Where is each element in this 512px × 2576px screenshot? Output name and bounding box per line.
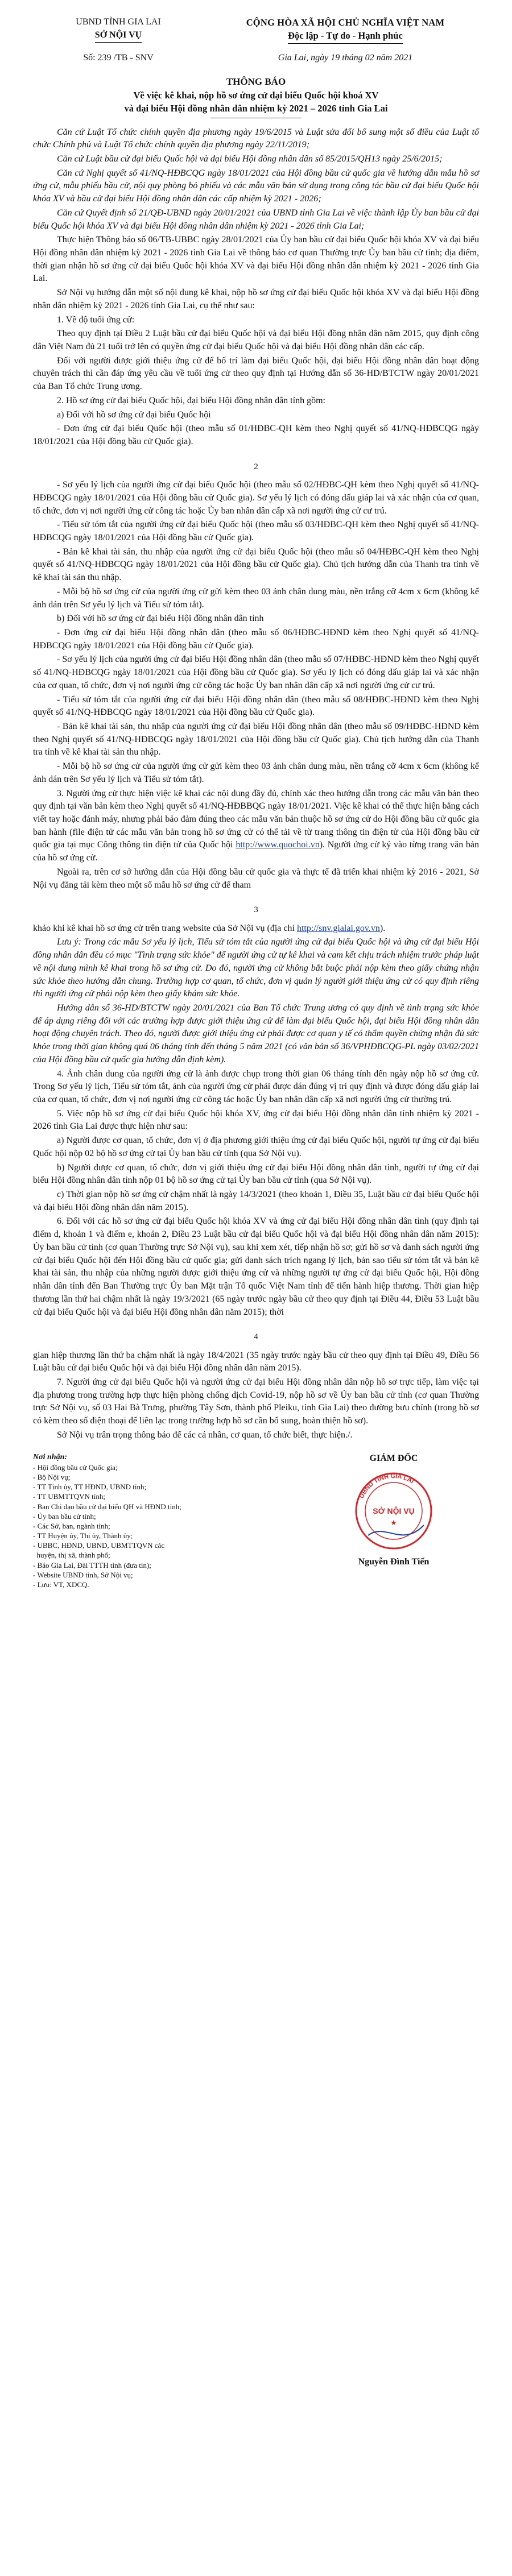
document-type: THÔNG BÁO	[226, 76, 286, 87]
paragraph	[33, 153, 479, 166]
paragraph-text: 3. Người ứng cử thực hiện việc kê khai các nội dung đầy đủ, chính xác theo hướng dẫn trong các mẫu văn bản theo quy định tại văn bản kèm theo Nghị quyết số 41/NQ-HĐBBQG ngày 18/01/2021. Việc kê khai có thể thực hiện bằng cách viết tay hoặc đánh máy, nhưng phải bảo đảm đúng theo các mẫu văn bản thuộc hồ sơ ứng cử do Hội đồng bầu cử quốc gia ban hành (file điện tử các mẫu văn bản trong hồ sơ ứng cử có thể tải về từ trang thông tin điện tử của Hội đồng bầu cử quốc gia tại mục Công thông tin điện tử của Quốc hội	[33, 788, 479, 850]
paragraph	[33, 788, 479, 865]
paragraph	[33, 627, 479, 652]
paragraph	[33, 423, 479, 448]
seal-star-icon: ★	[390, 1518, 397, 1527]
paragraph	[33, 355, 479, 394]
page-number-3: 3	[254, 905, 258, 915]
paragraph	[33, 936, 479, 1001]
page-number-4: 4	[254, 1332, 258, 1342]
paragraph-text: - Mỗi bộ hồ sơ ứng cử của người ứng cử gửi kèm theo 03 ảnh chân dung màu, nền trắng cỡ 4cm x 6cm (không kể ảnh dán trên Sơ yếu lý lịch và Tiểu sử tóm tắt).	[33, 761, 479, 784]
paragraph-text: Hướng dẫn số 36-HD/BTCTW ngày 20/01/2021 của Ban Tổ chức Trung ương có quy định về tình trạng sức khỏe để áp dụng riêng đối với các trường hợp được giới thiệu ứng cử để làm đại biểu Quốc hội, đại biểu Hội đồng nhân dân hoạt động chuyên trách. Theo đó, người được giới thiệu ứng cử phải được cơ quan y tế có thẩm quyền chứng nhận đủ sức khỏe trong thời gian không quá 06 tháng tính đến tháng 5 năm 2021 (có văn bản số 36/VPHĐBCQG-PL ngày 03/02/2021 của Hội đồng bầu cử quốc gia hướng dẫn định kèm).	[33, 1003, 479, 1065]
paragraph	[33, 586, 479, 611]
signature-block	[308, 1452, 479, 1590]
paragraph-text: Lưu ý: Trong các mẫu Sơ yếu lý lịch, Tiểu sử tóm tắt của người ứng cử đại biểu Quốc hội và ứng cử đại biểu Hội đồng nhân dân đều có mục "Tình trạng sức khỏe" để người ứng cử tự kê khai và cam kết chịu trách nhiệm trước pháp luật về nội dung mình kê khai trong hồ sơ ứng cử. Do đó, người ứng cử không bắt buộc phải nộp kèm theo giấy chứng nhận sức khỏe theo hướng dẫn chung. Trường hợp cơ quan, tổ chức, đơn vị quản lý người giới thiệu ứng cử có quy định riêng thì người ứng cử phải nộp kèm theo giấy khám sức khỏe.	[33, 937, 479, 999]
recipient-item: - TT Huyện ủy, Thị ủy, Thành ủy;	[33, 1531, 133, 1540]
paragraph	[33, 612, 479, 626]
issuing-authority	[33, 16, 204, 44]
recipient-item: - Website UBND tỉnh, Sở Nội vụ;	[33, 1570, 133, 1579]
paragraph	[33, 1376, 479, 1428]
recipient-item: - Các Sở, ban, ngành tỉnh;	[33, 1521, 110, 1530]
recipient-item: - TT Tỉnh ủy, TT HĐND, UBND tỉnh;	[33, 1482, 147, 1492]
paragraph-text: a) Đối với hồ sơ ứng cử đại biểu Quốc hội	[57, 409, 211, 420]
paragraph	[33, 653, 479, 692]
paragraph	[33, 1349, 479, 1375]
paragraph-text: - Mỗi bộ hồ sơ ứng cử của người ứng cử gửi kèm theo 03 ảnh chân dung màu, nền trắng cỡ 4cm x 6cm (không kể ảnh dán trên Sơ yếu lý lịch và Tiểu sử tóm tắt).	[33, 586, 479, 610]
reference-link[interactable]: http://snv.gialai.gov.vn	[296, 923, 380, 933]
paragraph-text: 1. Về độ tuổi ứng cử:	[57, 314, 135, 325]
paragraph	[33, 1215, 479, 1319]
recipients-list	[33, 1452, 272, 1590]
paragraph-tail: ). Người ứng cử ký vào từng trang văn bản của hồ sơ ứng cử.	[33, 840, 480, 863]
body-section-2	[33, 479, 479, 892]
place-date: Gia Lai, ngày 19 tháng 02 năm 2021	[278, 52, 413, 63]
paragraph-text: - Đơn ứng cử đại biểu Hội đồng nhân dân (theo mẫu số 06/HĐBC-HĐND kèm theo Nghị quyết số 41/NQ-HĐBCQG ngày 18/01/2021 của Hội đồng bầu cử Quốc gia).	[33, 627, 479, 651]
document-meta	[33, 52, 479, 65]
paragraph-text: Thực hiện Thông báo số 06/TB-UBBC ngày 28/01/2021 của Ủy ban bầu cử đại biểu Quốc hội khóa XV và đại biểu Hội đồng nhân dân nhiệm kỳ 2021 - 2026 tỉnh Gia Lai về thông báo cơ quan Thường trực Ủy ban bầu cử tỉnh; địa điểm, thời gian nhận hồ sơ ứng cử đại biểu Quốc hội khóa XV và đại biểu Hội đồng nhân dân nhiệm kỳ 2021 - 2026 tỉnh Gia Lai.	[33, 235, 479, 284]
paragraph	[33, 167, 479, 206]
reference-link[interactable]: http://www.quochoi.vn	[236, 840, 320, 850]
paragraph-text: Căn cứ Quyết định số 21/QĐ-UBND ngày 20/01/2021 của UBND tỉnh Gia Lai về việc thành lập Ủy ban bầu cử đại biểu Quốc hội khóa XV và đại biểu Hội đồng nhân dân nhiệm kỳ 2021 - 2026 tỉnh Gia Lai;	[33, 208, 479, 231]
paragraph-text: Ngoài ra, trên cơ sở hướng dẫn của Hội đồng bầu cử quốc gia và thực tế đã triển khai nhiệm kỳ 2016 - 2021, Sở Nội vụ đăng tải kèm theo một số mẫu hồ sơ ứng cử để tham	[33, 867, 479, 890]
recipient-item: - Báo Gia Lai, Đài TTTH tỉnh (đưa tin);	[33, 1560, 151, 1569]
paragraph	[33, 546, 479, 585]
paragraph-text: 7. Người ứng cử đại biểu Quốc hội và người ứng cử đại biểu Hội đồng nhân dân nộp hồ sơ trực tiếp, làm việc tại địa phương trong trường hợp thực hiện phòng chống dịch Covid-19, nộp hồ sơ về Ủy ban bầu cử tỉnh (cơ quan Thường trực Sở Nội vụ, số 03 Hai Bà Trưng, phường Tây Sơn, thành phố Pleiku, tỉnh Gia Lai) theo đường bưu chính (trong hồ sơ có kèm theo số điện thoại để liên lạc trong trường hợp hồ sơ cần bổ sung, hoàn thiện hồ sơ).	[33, 1377, 479, 1426]
recipient-item: - UBBC, HĐND, UBND, UBMTTQVN các	[33, 1541, 165, 1550]
paragraph	[33, 1134, 479, 1160]
paragraph-text: a) Người được cơ quan, tổ chức, đơn vị ở địa phương giới thiệu ứng cử đại biểu Quốc hội, người tự ứng cử đại biểu Quốc hội nộp 02 bộ hồ sơ ứng cử tại Ủy ban bầu cử tỉnh (qua Sở Nội vụ).	[33, 1136, 479, 1158]
recipient-item: huyện, thị xã, thành phố;	[33, 1551, 110, 1560]
paragraph	[33, 207, 479, 233]
signer-name: Nguyễn Đình Tiến	[358, 1557, 430, 1567]
title-line-2: và đại biểu Hội đồng nhân dân nhiệm kỳ 2021 – 2026 tỉnh Gia Lai	[124, 103, 388, 114]
paragraph	[33, 328, 479, 353]
document-header	[33, 16, 479, 44]
paragraph	[33, 720, 479, 759]
paragraph-text: c) Thời gian nộp hồ sơ ứng cử chậm nhất là ngày 14/3/2021 (theo khoản 1, Điều 35, Luật bầu cử đại biểu Quốc hội và đại biểu Hội đồng nhân dân năm 2015).	[33, 1190, 479, 1212]
nation-motto: Độc lập - Tự do - Hạnh phúc	[288, 29, 403, 43]
recipient-item: - Ban Chỉ đạo bầu cử đại biểu QH và HĐND tỉnh;	[33, 1502, 181, 1511]
paragraph-text: Đối với người được giới thiệu ứng cử để bố trí làm đại biểu Quốc hội, đại biểu Hội đồng nhân dân hoạt động chuyên trách thì cần đáp ứng yêu cầu về tuổi ứng cử theo quy định tại Hướng dẫn số 36-HD/BTCTW ngày 20/01/2021 của Ban Tổ chức Trung ương.	[33, 355, 479, 392]
document-number: Số: 239 /TB - SNV	[83, 52, 154, 63]
paragraph	[33, 1002, 479, 1067]
paragraph	[33, 519, 479, 544]
seal-inner-text: SỞ NỘI VỤ	[373, 1506, 415, 1516]
recipients-heading: Nơi nhận:	[33, 1452, 68, 1461]
paragraph-text: 4. Ảnh chân dung của người ứng cử là ảnh được chụp trong thời gian 06 tháng tính đến ngày nộp hồ sơ ứng cử. Trong Sơ yếu lý lịch, Tiểu sử tóm tắt, ảnh của người ứng cử phải được dán đúng vị trí quy định và được đóng dấu giáp lai của cơ quan, tổ chức, đơn vị nơi người ứng cử công tác hoặc Ủy ban nhân dân cấp xã nơi người ứng cử thường trú.	[33, 1068, 479, 1104]
paragraph-tail: ).	[379, 923, 386, 933]
paragraph	[33, 314, 479, 327]
paragraph-text: - Tiểu sử tóm tắt của người ứng cử đại biểu Hội đồng nhân dân (theo mẫu số 08/HĐBC-HĐND kèm theo Nghị quyết số 41/NQ-HĐBCQG ngày 18/01/2021 của Hội đồng bầu cử Quốc gia).	[33, 694, 479, 718]
nation-name: CỘNG HÒA XÃ HỘI CHỦ NGHĨA VIỆT NAM	[246, 17, 445, 28]
document-title	[33, 75, 479, 118]
paragraph-text: 6. Đối với các hồ sơ ứng cử đại biểu Quốc hội khóa XV và ứng cử đại biểu Hội đồng nhân dân tỉnh (quy định tại điểm d, khoản 1 và điểm e, khoản 2, Điều 23 Luật bầu cử đại biểu Quốc hội và đại biểu Hội đồng nhân dân năm 2015): Ủy ban bầu cử tỉnh (cơ quan Thường trực Sở Nội vụ), sau khi xem xét, tiếp nhận hồ sơ; gửi hồ sơ và danh sách người ứng cử đại biểu Quốc hội đến Hội đồng bầu cử quốc gia; gửi danh sách trích ngang lý lịch, bản sao tiểu sử tóm tắt và bản kê khai tài sản, thu nhập của những người được giới thiệu ứng cử và những người tự ứng cử đại biểu Quốc hội, Hội đồng nhân dân tỉnh đến Ban Thường trực Ủy ban Mặt trận Tổ quốc Việt Nam tỉnh để tiến hành hiệp thương. Thời gian hiệp thương lần thứ hai chậm nhất là ngày 19/3/2021 (65 ngày trước ngày bầu cử theo quy định tại Điều 44, Điều 53 Luật bầu cử đại biểu Quốc hội và đại biểu Hội đồng nhân dân năm 2015); thời	[33, 1216, 479, 1317]
body-section-4	[33, 1349, 479, 1442]
paragraph	[33, 760, 479, 786]
official-seal	[308, 1468, 479, 1554]
paragraph-text: - Sơ yếu lý lịch của người ứng cử đại biểu Quốc hội (theo mẫu số 02/HĐBC-QH kèm theo Nghị quyết số 41/NQ-HĐBCQG ngày 18/01/2021 của Hội đồng bầu cử Quốc gia). Sơ yếu lý lịch có đóng dấu giáp lai và xác nhận của cơ quan, tổ chức, đơn vị nơi người ứng cử công tác hoặc Ủy ban nhân dân cấp xã nơi người ứng cử cư trú.	[33, 480, 479, 516]
paragraph-text: gian hiệp thương lần thứ ba chậm nhất là ngày 18/4/2021 (35 ngày trước ngày bầu cử theo quy định tại Điều 49, Điều 56 Luật bầu cử đại biểu Quốc hội và đại biểu Hội đồng nhân dân năm 2015).	[33, 1350, 479, 1373]
national-motto	[212, 16, 479, 44]
paragraph-text: - Bản kê khai tài sản, thu nhập của người ứng cử đại biểu Quốc hội (theo mẫu số 04/HĐBC-QH kèm theo Nghị quyết số 41/NQ-HĐBCQG ngày 18/01/2021 của Hội đồng bầu cử Quốc gia). Chủ tịch hướng dẫn của Thanh tra tỉnh về kê khai tài sản thu nhập.	[33, 546, 479, 583]
paragraph	[33, 1429, 479, 1442]
recipient-item: - Hội đồng bầu cử Quốc gia;	[33, 1463, 118, 1472]
paragraph	[33, 287, 479, 312]
paragraph-text: - Bản kê khai tài sản, thu nhập của người ứng cử đại biểu Hội đồng nhân dân (theo mẫu số 09/HĐBC-HĐND kèm theo Nghị quyết số 41/NQ-HĐBCQG ngày 18/01/2021 của Hội đồng bầu cử Quốc gia). Chủ tịch hướng dẫn của Thanh tra tỉnh về kê khai tài sản thu nhập.	[33, 722, 479, 757]
seal-stamp-icon	[351, 1468, 436, 1554]
recipient-item: - Lưu: VT, XDCQ.	[33, 1580, 89, 1589]
recipient-item: - Ủy ban bầu cử tỉnh;	[33, 1511, 96, 1521]
recipient-item: - Bộ Nội vụ;	[33, 1473, 71, 1482]
page-number-2: 2	[254, 462, 258, 471]
paragraph-text: - Sơ yếu lý lịch của người ứng cử đại biểu Hội đồng nhân dân (theo mẫu số 07/HĐBC-HĐND kèm theo Nghị quyết số 41/NQ-HĐBCQG ngày 18/01/2021 của Hội đồng bầu cử Quốc gia). Sơ yếu lý lịch có đóng dấu giáp lai và xác nhận của cơ quan, tổ chức, đơn vị nơi người ứng cử công tác hoặc Ủy ban nhân dân cấp xã nơi người ứng cử cư trú.	[33, 655, 479, 690]
recipients-items	[33, 1463, 272, 1589]
signer-role: GIÁM ĐỐC	[369, 1453, 418, 1463]
paragraph-text: 5. Việc nộp hồ sơ ứng cử đại biểu Quốc hội khóa XV, ứng cử đại biểu Hội đồng nhân dân tỉnh nhiệm kỳ 2021 - 2026 tỉnh Gia Lai được thực hiện như sau:	[33, 1108, 479, 1132]
paragraph-text: Căn cứ Luật bầu cử đại biểu Quốc hội và đại biểu Hội đồng nhân dân số 85/2015/QH13 ngày 25/6/2015;	[57, 154, 443, 164]
paragraph	[33, 866, 479, 892]
paragraph-text: Sở Nội vụ trân trọng thông báo để các cá nhân, cơ quan, tổ chức biết, thực hiện./.	[57, 1430, 353, 1440]
title-line-1: Về việc kê khai, nộp hồ sơ ứng cử đại biểu Quốc hội khoá XV	[133, 89, 379, 101]
paragraph	[33, 1162, 479, 1187]
paragraph-text: Căn cứ Nghị quyết số 41/NQ-HĐBCQG ngày 18/01/2021 của Hội đồng bầu cử quốc gia về hướng dẫn mẫu hồ sơ ứng cử, mẫu phiếu bầu cử, nội quy phòng bỏ phiếu và các mẫu văn bản sử dụng trong công tác bầu cử đại biểu Quốc hội khóa XV và bầu cử đại biểu Hội đồng nhân dân các cấp nhiệm kỳ 2021 - 2026;	[33, 168, 479, 204]
paragraph-text: b) Đối với hồ sơ ứng cử đại biểu Hội đồng nhân dân tỉnh	[57, 614, 264, 624]
paragraph	[33, 1068, 479, 1107]
paragraph	[33, 234, 479, 285]
paragraph-text: b) Người được cơ quan, tổ chức, đơn vị giới thiệu ứng cử đại biểu Hội đồng nhân dân tỉnh, người tự ứng cử đại biểu Hội đồng nhân dân tỉnh nộp 01 bộ hồ sơ ứng cử tại Ủy ban bầu cử tỉnh (qua Sở Nội vụ).	[33, 1162, 479, 1186]
body-section-1	[33, 126, 479, 449]
paragraph-text: Sở Nội vụ hướng dẫn một số nội dung kê khai, nộp hồ sơ ứng cử đại biểu Quốc hội khóa XV và đại biểu Hội đồng nhân dân nhiệm kỳ 2021 - 2026 tỉnh Gia Lai, cụ thể như sau:	[33, 288, 479, 310]
paragraph-text: Theo quy định tại Điều 2 Luật bầu cử đại biểu Quốc hội và đại biểu Hội đồng nhân dân năm 2015, quy định công dân Việt Nam đủ 21 tuổi trở lên có quyền ứng cử đại biểu Quốc hội và đại biểu Hội đồng nhân dân các cấp.	[33, 329, 479, 352]
document-footer	[33, 1452, 479, 1590]
seal-outer-text: UBND TỈNH GIA LAI	[358, 1473, 415, 1500]
body-section-3	[33, 922, 479, 1319]
paragraph	[33, 1108, 479, 1133]
org-parent: UBND TỈNH GIA LAI	[76, 17, 161, 27]
paragraph-text: khảo khi kê khai hồ sơ ứng cử trên trang website của Sở Nội vụ (địa chỉ	[33, 923, 295, 933]
paragraph	[33, 922, 479, 935]
paragraph-text: Căn cứ Luật Tổ chức chính quyền địa phương ngày 19/6/2015 và Luật sửa đổi bổ sung một số điều của Luật tổ chức Chính phủ và Luật Tổ chức chính quyền địa phương ngày 22/11/2019;	[33, 127, 479, 150]
paragraph-text: - Tiểu sử tóm tắt của người ứng cử đại biểu Quốc hội (theo mẫu số 03/HĐBC-QH kèm theo Nghị quyết số 41/NQ-HĐBCQG ngày 18/01/2021 của Hội đồng bầu cử Quốc gia).	[33, 520, 479, 542]
paragraph-text: 2. Hồ sơ ứng cử đại biểu Quốc hội, đại biểu Hội đồng nhân dân tỉnh gồm:	[57, 395, 325, 405]
paragraph-text: - Đơn ứng cử đại biểu Quốc hội (theo mẫu số 01/HĐBC-QH kèm theo Nghị quyết số 41/NQ-HĐBCQG ngày 18/01/2021 của Hội đồng bầu cử Quốc gia).	[33, 424, 479, 447]
paragraph	[33, 479, 479, 517]
paragraph	[33, 694, 479, 719]
paragraph	[33, 395, 479, 408]
recipient-item: - TT UBMTTQVN tỉnh;	[33, 1492, 105, 1501]
paragraph	[33, 409, 479, 422]
paragraph	[33, 1188, 479, 1214]
org-name: SỞ NỘI VỤ	[95, 29, 142, 43]
paragraph	[33, 126, 479, 152]
